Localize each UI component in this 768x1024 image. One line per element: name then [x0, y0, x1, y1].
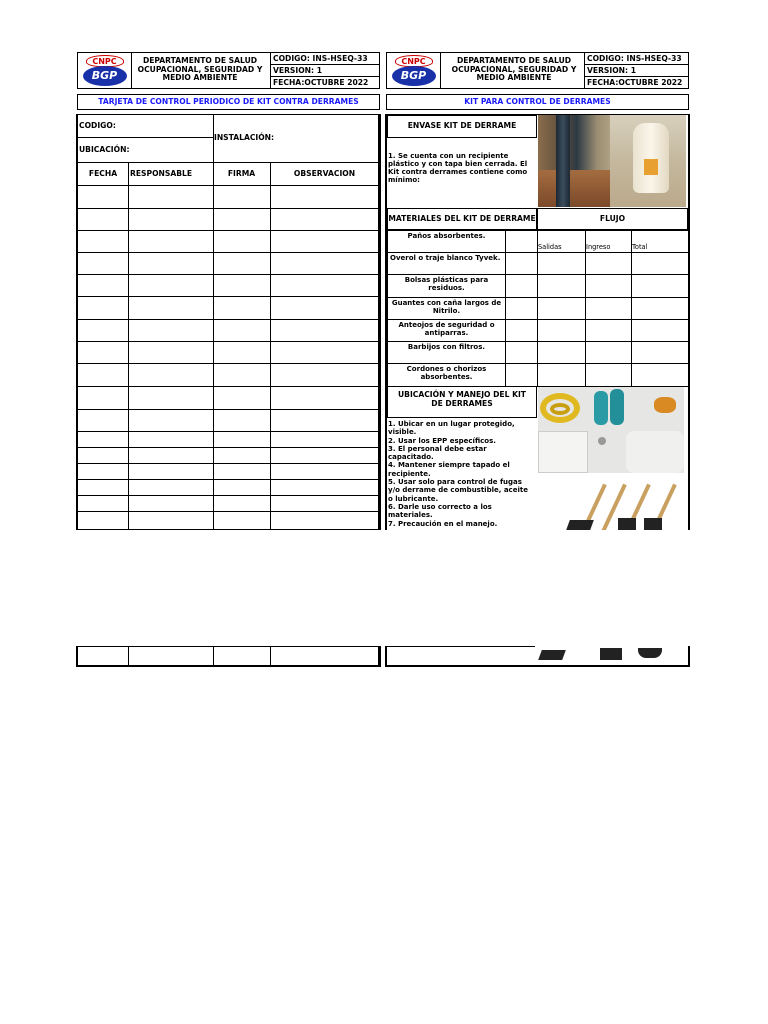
ubicacion-label: UBICACIÓN:: [79, 145, 130, 154]
cnpc-bgp-logo-icon: CNPC BGP: [390, 55, 438, 87]
material-item: Cordones o chorizos absorbentes.: [387, 363, 506, 387]
manejo-item: 4. Mantener siempre tapado el recipiente.: [388, 461, 510, 478]
left-fecha: FECHA:OCTUBRE 2022: [270, 76, 380, 89]
table-row[interactable]: [78, 496, 379, 511]
right-panel-title: KIT PARA CONTROL DE DERRAMES: [386, 94, 689, 110]
material-item: Overol o traje blanco Tyvek.: [387, 252, 506, 275]
flujo-col-total: Total: [632, 243, 648, 251]
material-item: Paños absorbentes.: [387, 230, 506, 253]
left-panel-title: TARJETA DE CONTROL PERIODICO DE KIT CONTRA DERRAMES: [77, 94, 380, 110]
col-fecha: FECHA: [88, 169, 118, 178]
codigo-label: CODIGO:: [79, 121, 116, 130]
manejo-item: 5. Usar solo para control de fugas y/o derrame de combustible, aceite o lubricante.: [388, 478, 528, 503]
left-bottom-row: [76, 646, 381, 667]
left-department-title: DEPARTAMENTO DE SALUD OCUPACIONAL, SEGURIDAD Y MEDIO AMBIENTE: [137, 56, 263, 82]
table-row[interactable]: [78, 432, 379, 447]
right-fecha: FECHA:OCTUBRE 2022: [584, 76, 689, 89]
manejo-item: 2. Usar los EPP específicos.: [388, 436, 496, 445]
table-row[interactable]: [78, 480, 379, 495]
manejo-title: UBICACIÓN Y MANEJO DEL KIT DE DERRAMES: [387, 386, 537, 418]
table-row[interactable]: [78, 231, 379, 252]
col-firma: FIRMA: [227, 169, 256, 178]
envase-text: 1. Se cuenta con un recipiente plástico y con tapa bien cerrada. El Kit contra derrames contiene como mínimo:: [388, 152, 528, 184]
right-department-title: DEPARTAMENTO DE SALUD OCUPACIONAL, SEGURIDAD Y MEDIO AMBIENTE: [451, 56, 577, 82]
table-row[interactable]: [78, 186, 379, 208]
flujo-title: FLUJO: [537, 208, 688, 230]
manejo-list: [388, 420, 534, 528]
instalacion-label: INSTALACIÓN:: [214, 133, 275, 142]
material-item: Guantes con caña largos de Nitrilo.: [387, 297, 506, 320]
manejo-item: 7. Precaución en el manejo.: [388, 519, 498, 528]
spill-tools-photo: [538, 476, 684, 530]
material-item: Barbijos con filtros.: [387, 341, 506, 364]
kit-container-photo: [538, 115, 686, 207]
table-row[interactable]: [78, 275, 379, 296]
table-row[interactable]: [78, 342, 379, 363]
materiales-title: MATERIALES DEL KIT DE DERRAME: [387, 208, 537, 230]
table-row[interactable]: [78, 364, 379, 386]
right-codigo: CODIGO: INS-HSEQ-33: [584, 52, 689, 65]
cnpc-bgp-logo-icon: CNPC BGP: [81, 55, 129, 87]
table-row[interactable]: [78, 320, 379, 341]
manejo-item: 1. Ubicar en un lugar protegido, visible.: [388, 420, 515, 437]
right-version: VERSION: 1: [584, 64, 689, 77]
table-row[interactable]: [78, 387, 379, 409]
flujo-col-ingreso: Ingreso: [586, 243, 611, 251]
flujo-col-salidas: Salidas: [538, 243, 562, 251]
left-codigo: CODIGO: INS-HSEQ-33: [270, 52, 380, 65]
spill-tools-photo-bottom: [538, 646, 684, 664]
col-responsable: RESPONSABLE: [130, 169, 193, 178]
left-logo: [78, 53, 132, 88]
table-row[interactable]: [78, 297, 379, 319]
right-logo: [387, 53, 441, 88]
table-row[interactable]: [78, 448, 379, 463]
envase-title: ENVASE KIT DE DERRAME: [387, 115, 537, 138]
material-item: Anteojos de seguridad o antiparras.: [387, 319, 506, 342]
kit-materials-photo: [538, 387, 684, 473]
table-row[interactable]: [78, 512, 379, 529]
col-observacion: OBSERVACION: [293, 169, 356, 178]
table-row[interactable]: [78, 410, 379, 431]
table-row[interactable]: [78, 253, 379, 274]
left-version: VERSION: 1: [270, 64, 380, 77]
table-row[interactable]: [78, 209, 379, 230]
manejo-item: 6. Darle uso correcto a los materiales.: [388, 502, 492, 520]
material-item: Bolsas plásticas para residuos.: [387, 274, 506, 298]
table-row[interactable]: [78, 464, 379, 479]
manejo-item: 3. El personal debe estar capacitado.: [388, 444, 487, 462]
